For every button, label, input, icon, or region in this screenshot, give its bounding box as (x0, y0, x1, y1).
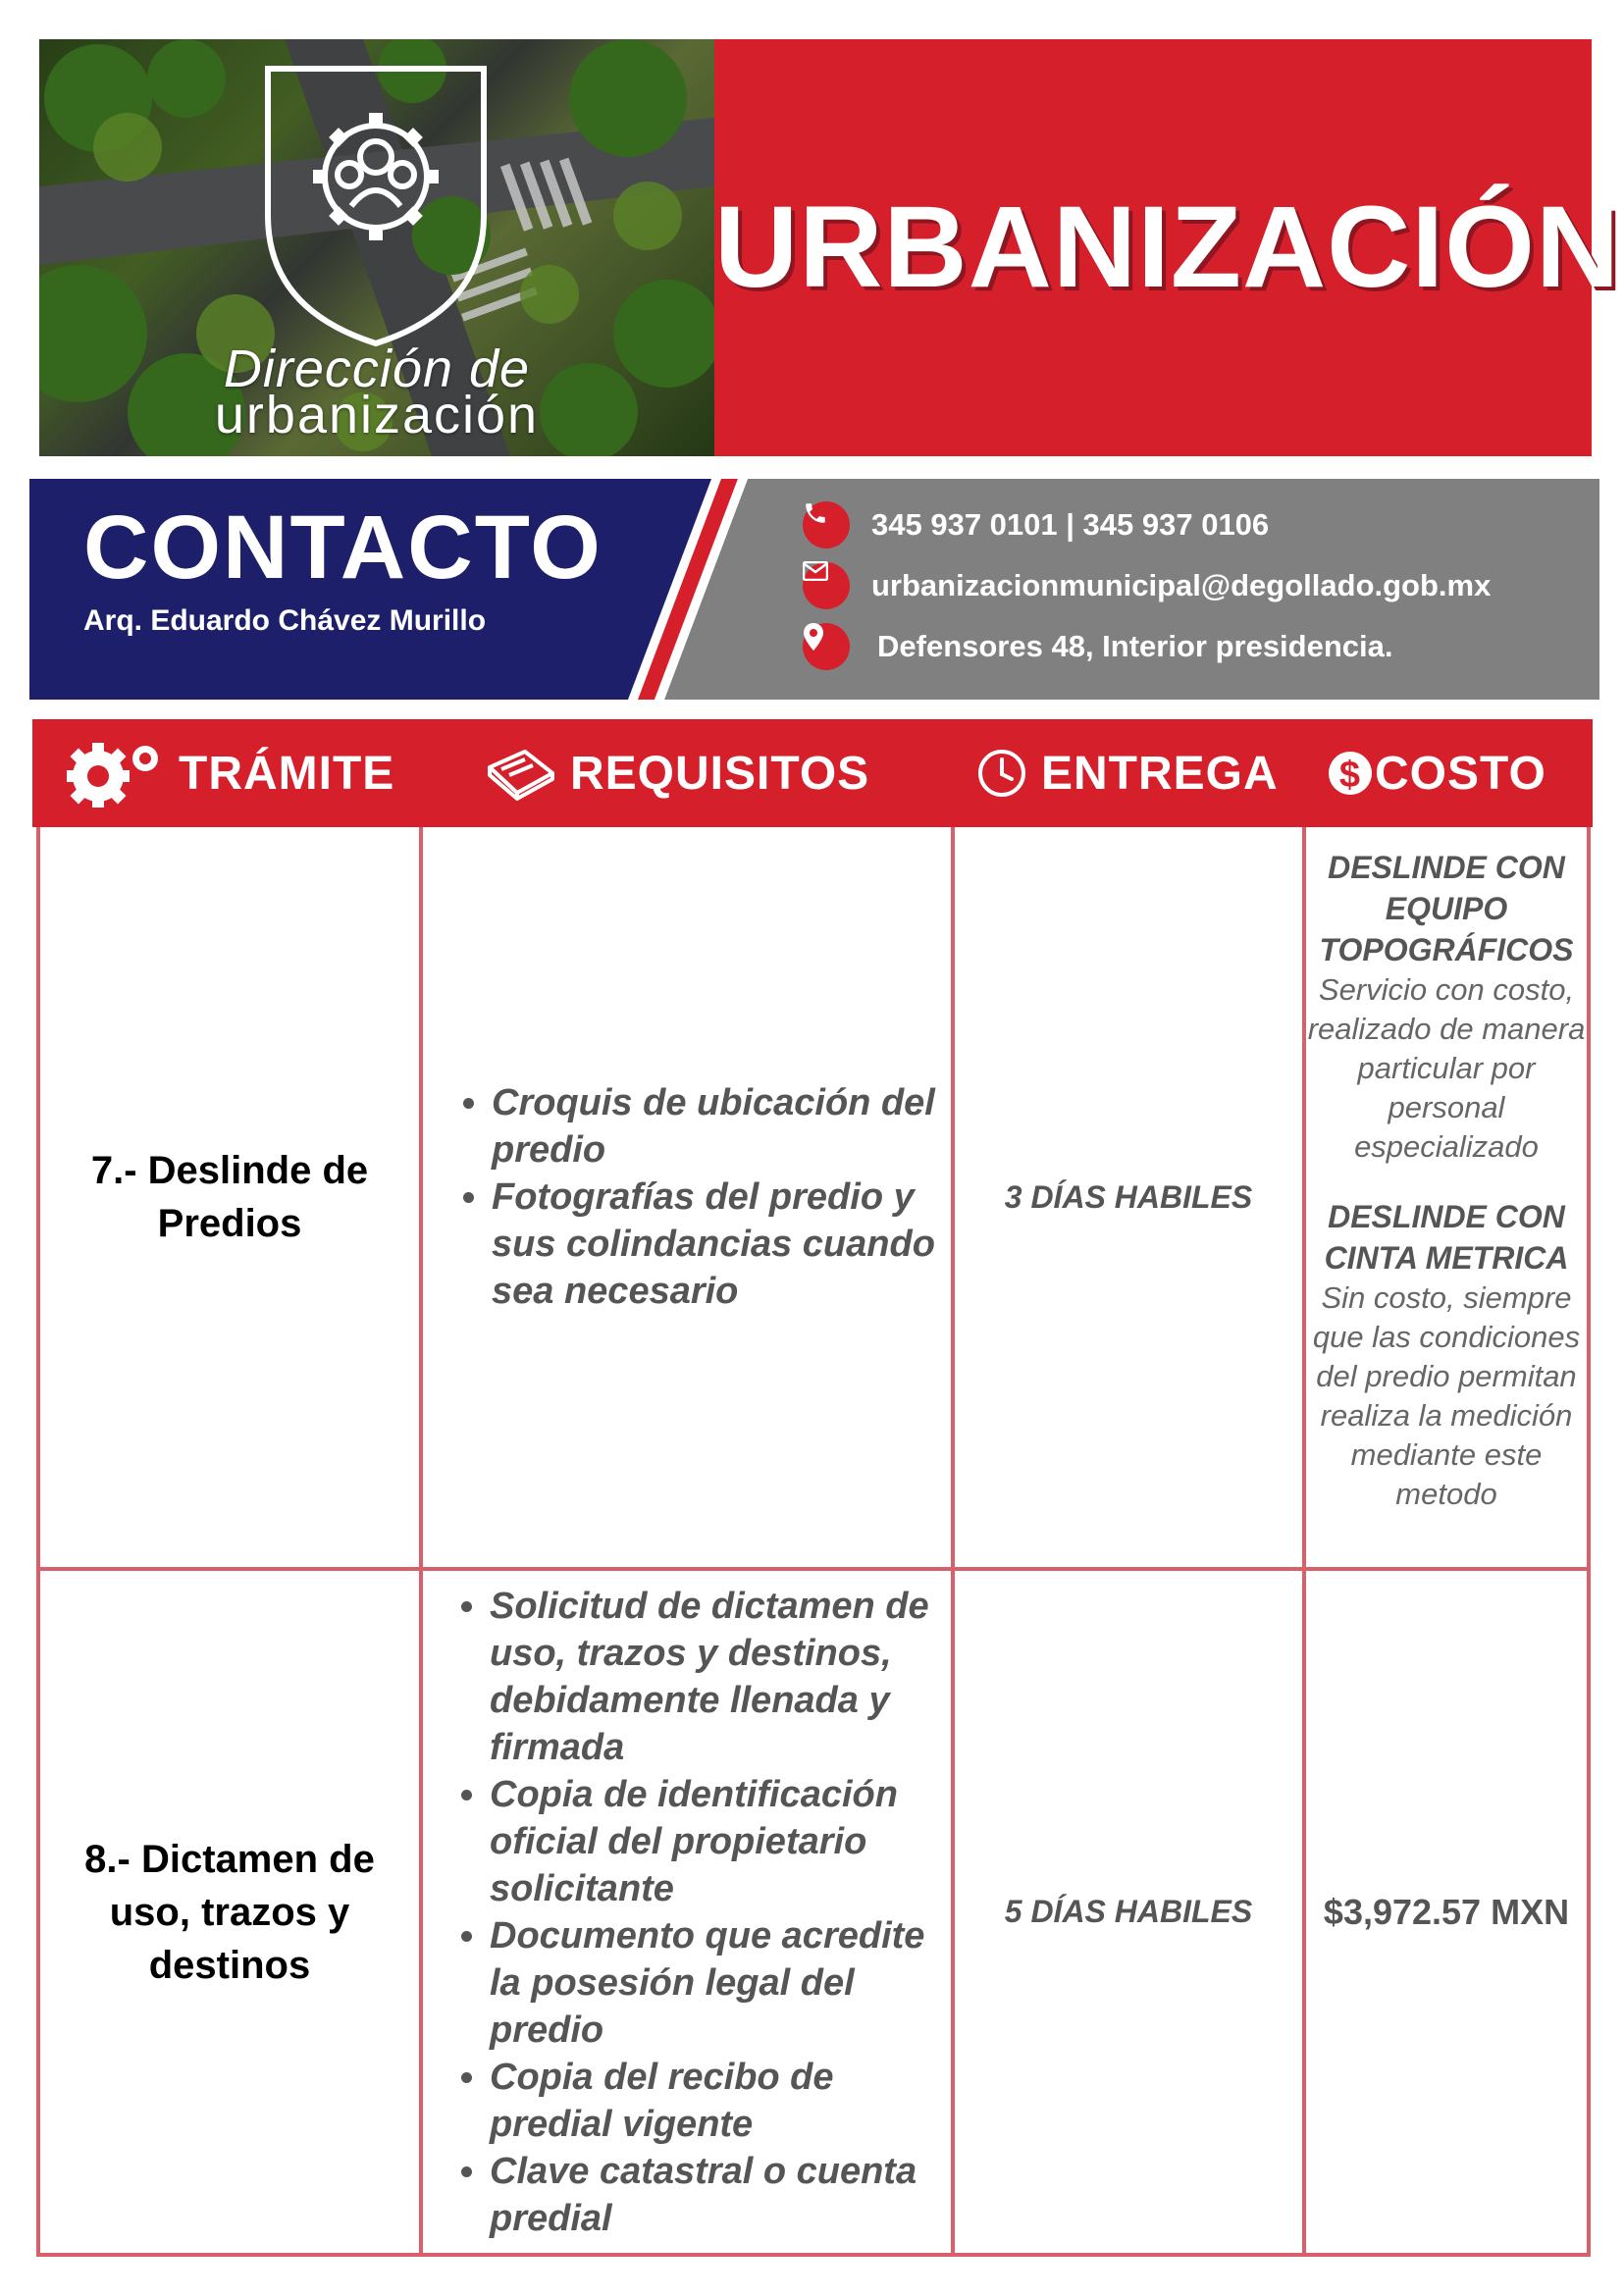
table-body (36, 827, 1591, 2257)
location-icon (803, 623, 850, 670)
contact-phone: 345 937 0101 | 345 937 0106 (871, 507, 1270, 542)
row1-requisitos-list (448, 1079, 939, 1315)
header-photo (39, 39, 714, 456)
header-requisitos-label: REQUISITOS (570, 747, 870, 800)
contact-email[interactable]: urbanizacionmunicipal@degollado.gob.mx (871, 568, 1492, 602)
row2-tramite-line3: destinos (148, 1943, 311, 1987)
row1-entrega: 3 DÍAS HABILES (1004, 1178, 1253, 1215)
crest-icon (253, 59, 498, 353)
table-header (32, 719, 1593, 827)
list-item: • Clave catastral o cuenta predial (490, 2148, 937, 2242)
header-costo (1328, 719, 1546, 827)
page-title: URBANIZACIÓN (714, 183, 1621, 312)
contact-phone-row (803, 500, 1269, 549)
logo-line2: urbanización (214, 386, 540, 444)
clock-icon (976, 748, 1027, 799)
list-item: • Fotografías del predio y sus colindancias cuando sea necesario (492, 1174, 939, 1315)
cost-description: Servicio con costo, realizado de manera particular por personal especializado (1307, 972, 1586, 1164)
row2-requisitos-list (446, 1583, 937, 2242)
contact-title: CONTACTO (83, 497, 602, 598)
list-item: • Copia de identificación oficial del propietario solicitante (490, 1771, 937, 1912)
cost-description: Sin costo, siempre que las condiciones del predio permitan realiza la medición mediante este metodo (1312, 1280, 1581, 1511)
row1-tramite-line2: Predios (157, 1202, 302, 1245)
cost-heading: DESLINDE CON EQUIPO TOPOGRÁFICOS (1319, 850, 1574, 967)
contact-address-row (803, 622, 1393, 671)
gears-icon (67, 739, 165, 808)
row2-tramite-line2: uso, trazos y (109, 1890, 350, 1934)
row2-tramite-line1: 8.- Dictamen de (84, 1837, 375, 1881)
title-block (714, 39, 1621, 456)
contact-name: Arq. Eduardo Chávez Murillo (83, 604, 487, 637)
row1-tramite-line1: 7.- Deslinde de (90, 1149, 369, 1192)
svg-text:$: $ (1338, 755, 1362, 796)
cost-heading: DESLINDE CON CINTA METRICA (1324, 1199, 1569, 1276)
list-item: • Documento que acredite la posesión legal del predio (490, 1912, 937, 2054)
row2-tramite (40, 1571, 419, 2253)
row1-tramite (40, 827, 419, 1567)
row1-requisitos (448, 827, 939, 1567)
grid-line (1587, 827, 1591, 2257)
row2-requisitos (446, 1571, 937, 2253)
row2-costo: $3,972.57 MXN (1323, 1891, 1570, 1932)
contact-band (29, 479, 1599, 700)
row1-costo (1306, 847, 1587, 1534)
phone-icon (803, 501, 850, 548)
list-item: • Copia del recibo de predial vigente (490, 2054, 937, 2148)
logo-line1: Dirección de (223, 339, 531, 398)
grid-line (36, 2253, 1591, 2257)
list-item: • Croquis de ubicación del predio (492, 1079, 939, 1174)
row2-entrega: 5 DÍAS HABILES (1004, 1894, 1253, 1929)
list-item: • Solicitud de dictamen de uso, trazos y destinos, debidamente llenada y firmada (490, 1583, 937, 1771)
header-costo-label: COSTO (1375, 747, 1546, 800)
header-entrega-label: ENTREGA (1041, 747, 1279, 800)
dollar-icon (1328, 748, 1373, 799)
header-tramite (67, 719, 394, 827)
book-icon (486, 746, 556, 801)
header-requisitos (486, 719, 869, 827)
contact-email-row (803, 561, 1491, 610)
header-entrega (976, 719, 1279, 827)
grid-line (419, 827, 423, 2257)
header-tramite-label: TRÁMITE (179, 747, 395, 800)
email-icon (803, 562, 850, 609)
contact-address: Defensores 48, Interior presidencia. (877, 629, 1393, 663)
